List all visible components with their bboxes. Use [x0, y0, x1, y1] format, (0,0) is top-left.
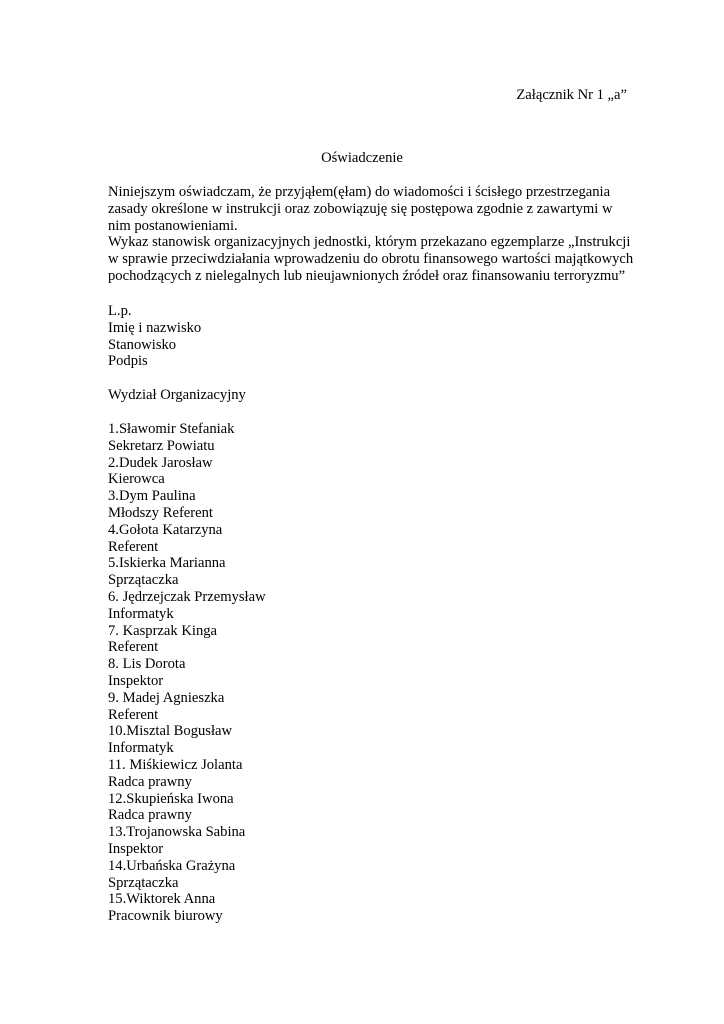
header-signature: Podpis [108, 353, 148, 370]
entry-name: 13.Trojanowska Sabina [108, 824, 246, 841]
entry-name: 15.Wiktorek Anna [108, 891, 216, 908]
entry-position: Młodszy Referent [108, 504, 213, 521]
entry-position: Kierowca [108, 471, 165, 488]
entry-name: 12.Skupieńska Iwona [108, 790, 234, 807]
paragraph-line: nim postanowieniami. [108, 217, 238, 234]
entry-position: Inspektor [108, 840, 164, 857]
department-name: Wydział Organizacyjny [108, 387, 246, 403]
document-title: Oświadczenie [321, 150, 403, 166]
entry-name: 6. Jędrzejczak Przemysław [108, 588, 266, 605]
paragraph-line: zasady określone w instrukcji oraz zobowiązuję się postępowa zgodnie z zawartymi w [108, 200, 613, 217]
column-headers [108, 303, 648, 370]
entry-name: 9. Madej Agnieszka [108, 689, 225, 706]
entry-name: 11. Miśkiewicz Jolanta [108, 756, 243, 773]
entry-position: Informatyk [108, 605, 174, 622]
entry-position: Informatyk [108, 740, 174, 757]
entry-name: 3.Dym Paulina [108, 488, 196, 505]
entry-name: 1.Sławomir Stefaniak [108, 421, 235, 437]
entry-position: Radca prawny [108, 773, 192, 790]
entry-name: 5.Iskierka Marianna [108, 555, 226, 572]
header-lp: L.p. [108, 303, 132, 319]
entry-name: 10.Misztal Bogusław [108, 723, 233, 740]
paragraph-line: Niniejszym oświadczam, że przyjąłem(ęłam) do wiadomości i ścisłego przestrzegania [108, 184, 611, 200]
department-heading [108, 387, 648, 404]
entry-name: 8. Lis Dorota [108, 656, 186, 673]
entry-name: 14.Urbańska Grażyna [108, 857, 236, 874]
declaration-paragraph [108, 184, 648, 285]
entry-name: 2.Dudek Jarosław [108, 454, 213, 471]
paragraph-line: w sprawie przeciwdziałania wprowadzeniu do obrotu finansowego wartości majątkowych [108, 251, 634, 268]
entry-position: Radca prawny [108, 807, 192, 824]
entry-position: Referent [108, 639, 159, 656]
header-name: Imię i nazwisko [108, 319, 202, 336]
annex-label: Załącznik Nr 1 „a” [516, 87, 627, 103]
entry-position: Sprzątaczka [108, 572, 179, 589]
header-position: Stanowisko [108, 336, 177, 353]
entry-name: 4.Gołota Katarzyna [108, 521, 223, 538]
staff-list [108, 421, 648, 925]
entry-name: 7. Kasprzak Kinga [108, 622, 218, 639]
entry-position: Referent [108, 706, 159, 723]
entry-position: Inspektor [108, 672, 164, 689]
entry-position: Pracownik biurowy [108, 908, 223, 925]
entry-position: Referent [108, 538, 159, 555]
paragraph-line: pochodzących z nielegalnych lub nieujawnionych źródeł oraz finansowaniu terroryzmu” [108, 267, 626, 284]
entry-position: Sekretarz Powiatu [108, 437, 215, 454]
paragraph-line: Wykaz stanowisk organizacyjnych jednostki, którym przekazano egzemplarze „Instrukcji [108, 234, 631, 251]
entry-position: Sprzątaczka [108, 874, 179, 891]
